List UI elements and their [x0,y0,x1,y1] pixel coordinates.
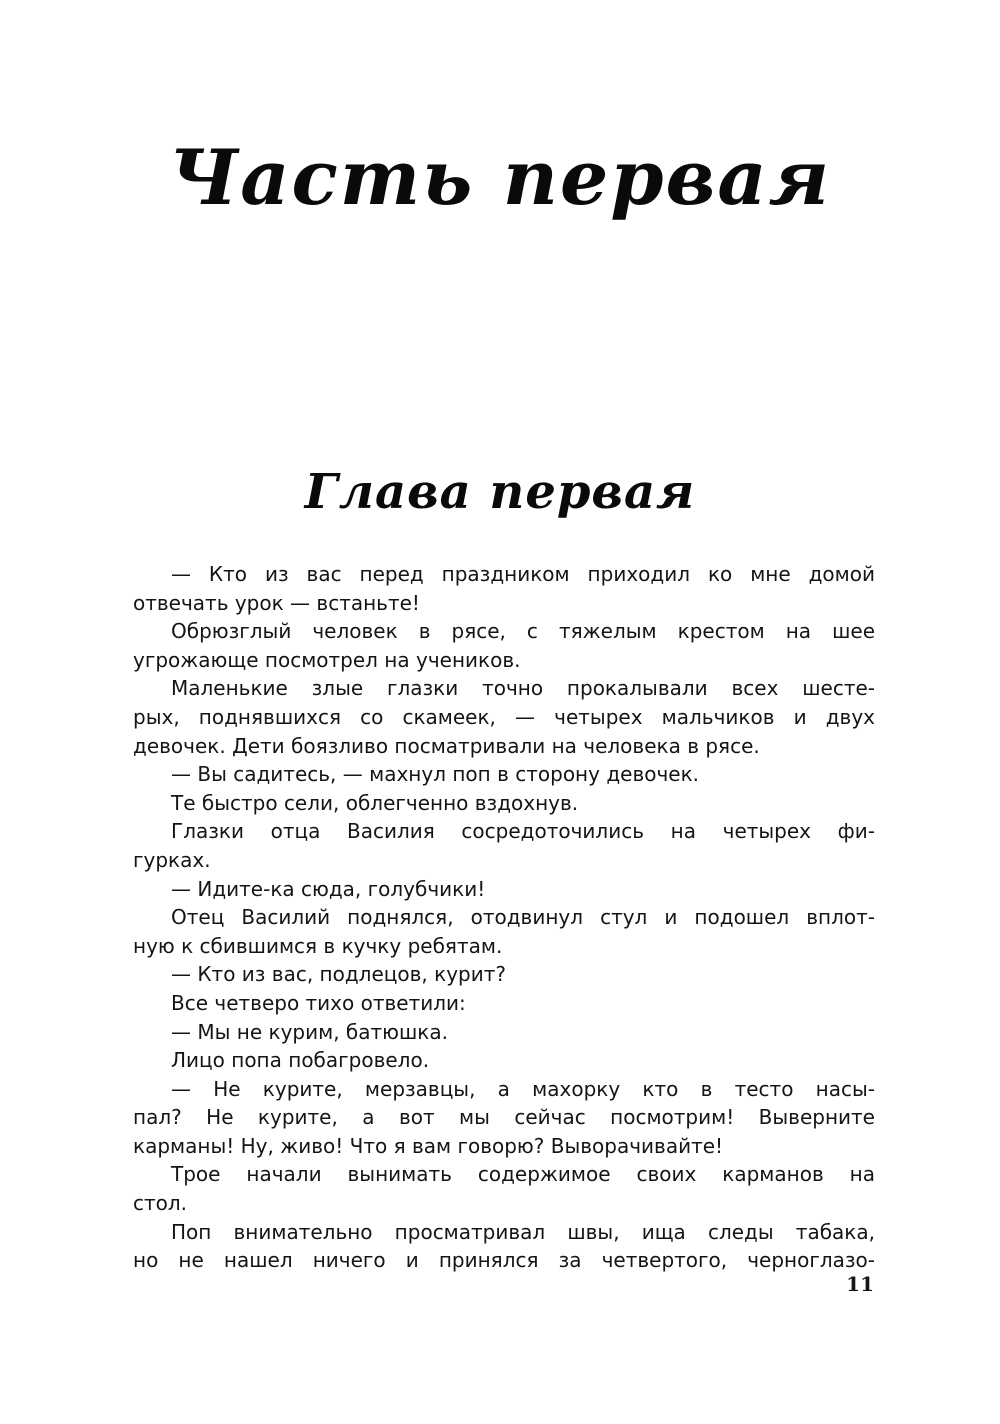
text-line: — Вы садитесь, — махнул поп в сторону девочек. [171,762,700,787]
text-line: — Кто из вас, подлецов, курит? [171,962,506,987]
chapter-body [133,560,875,1275]
text-line: девочек. Дети боязливо посматривали на человека в рясе. [133,733,760,758]
text-line: — Не курите, мерзавцы, а махорку кто в тесто насы- [171,1076,875,1101]
text-line: Глазки отца Василия сосредоточились на четырех фи- [171,819,875,844]
text-line: Трое начали вынимать содержимое своих карманов на [171,1162,875,1187]
text-line: — Кто из вас перед праздником приходил ко мне домой [171,562,875,586]
text-line: Обрюзглый человек в рясе, с тяжелым крестом на шее [171,619,875,644]
chapter-title: Глава первая [304,464,696,520]
text-line: Лицо попа побагровело. [171,1048,430,1073]
page-number: 11 [846,1272,874,1296]
text-line: угрожающе посмотрел на учеников. [133,647,521,672]
text-line: — Идите-ка сюда, голубчики! [171,876,486,901]
text-line: — Мы не курим, батюшка. [171,1019,448,1044]
text-line: отвечать урок — встаньте! [133,590,420,615]
text-line: Поп внимательно просматривал швы, ища следы табака, [171,1219,875,1244]
text-line: стол. [133,1191,188,1216]
text-line: ную к сбившимся в кучку ребятам. [133,933,503,958]
part-title: Часть первая [168,133,832,222]
text-line: Те быстро сели, облегченно вздохнув. [171,790,579,815]
text-line: Маленькие злые глазки точно прокалывали всех шесте- [171,676,875,701]
text-line: но не нашел ничего и принялся за четвертого, черноглазо- [133,1248,875,1273]
text-line: рых, поднявшихся со скамеек, — четырех мальчиков и двух [133,704,875,729]
text-line: Все четверо тихо ответили: [171,990,466,1015]
text-line: карманы! Ну, живо! Что я вам говорю? Выворачивайте! [133,1133,724,1158]
text-line: гурках. [133,847,211,872]
text-line: пал? Не курите, а вот мы сейчас посмотрим! Выверните [133,1105,875,1130]
text-line: Отец Василий поднялся, отодвинул стул и подошел вплот- [171,905,875,930]
